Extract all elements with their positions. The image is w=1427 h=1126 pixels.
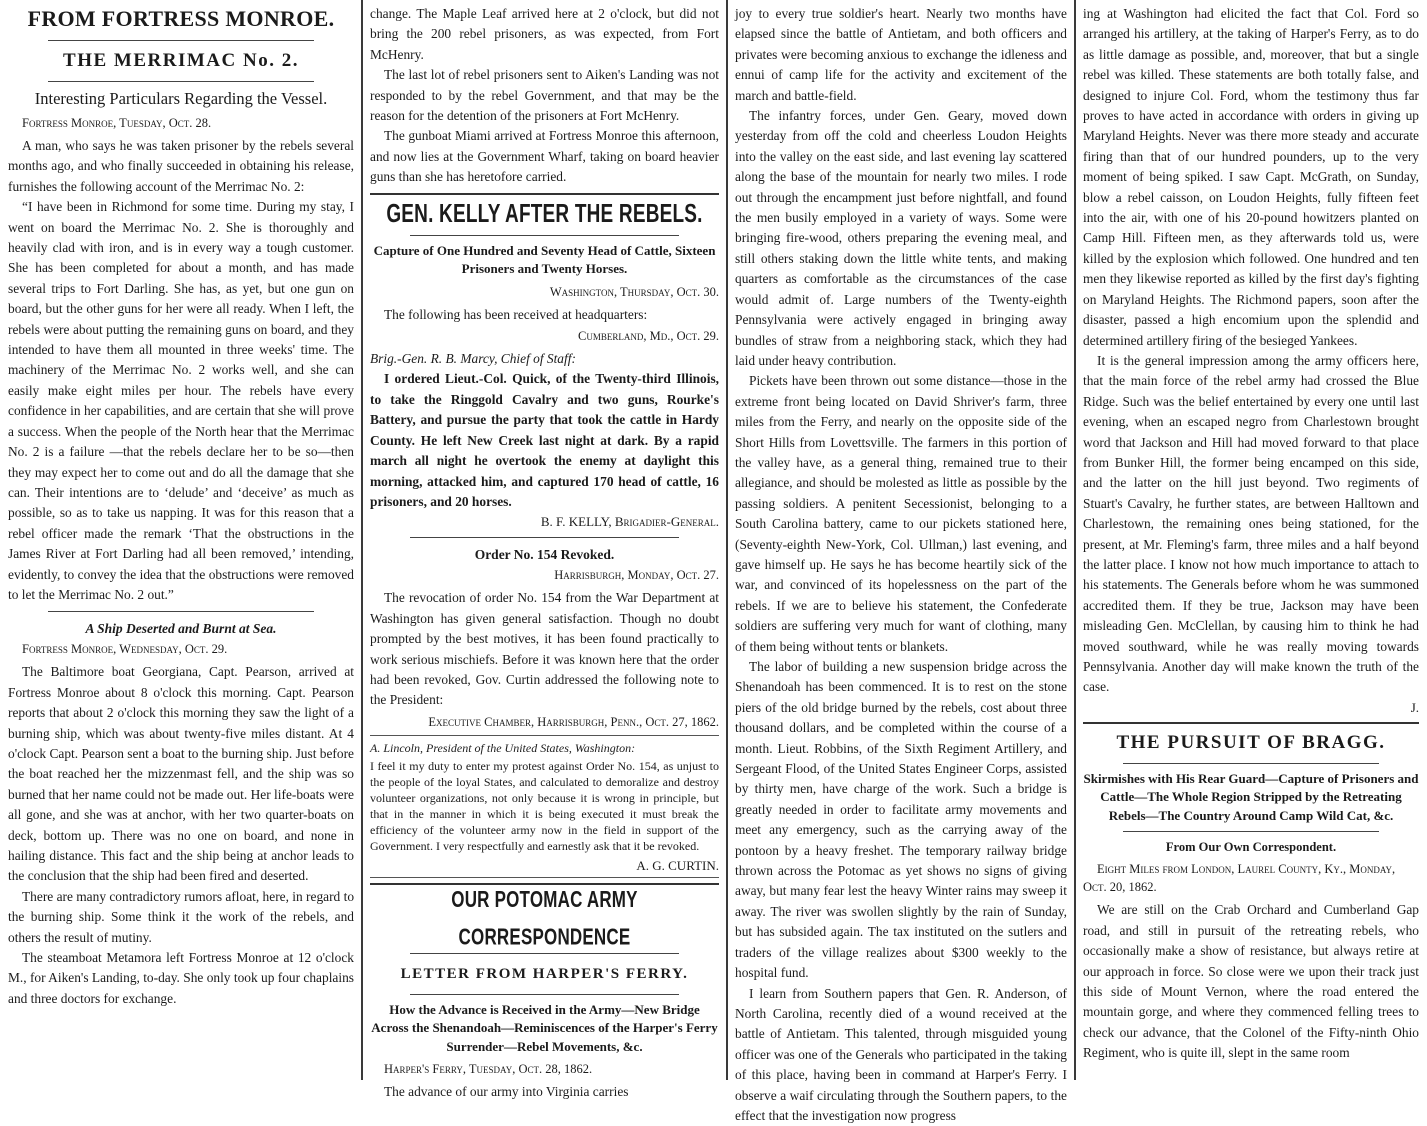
paragraph: It is the general impression among the army officers here, that the main force of the rebel army had crossed the Blue Ridge. Such was the belief entertained by every one until last evening, when an escaped negro from Charlestown brought word that Jackson and Hill had moved forward to that place from Bunker Hill, the former being encamped on this side, and the latter on the hill just beyond. Two regiments of Stuart's Cavalry, he further states, are between Halltown and Charlestown, the remaining ones being stationed, for the present, at Mr. Fleming's farm, three miles and a half beyond the latter place. I know not how much importance to attach to his statements. The Generals before whom he was summoned accredited them. If they be true, Jackson may have been misleading Gen. McClellan, by causing him to think he had moved southward, while he was really moving towards Pennsylvania. Another day will make known the truth of the case.: [1083, 351, 1419, 698]
paragraph: The steamboat Metamora left Fortress Monroe at 12 o'clock M., for Aiken's Landing, to-day. She only took up four chaplains and three doctors for exchange.: [8, 948, 354, 1009]
dateline: Eight Miles from London, Laurel County, Ky., Monday, Oct. 20, 1862.: [1083, 860, 1419, 896]
byline: From Our Own Correspondent.: [1083, 838, 1419, 856]
divider: [1123, 831, 1379, 832]
headline-potomac-army: OUR POTOMAC ARMY CORRESPONDENCE: [370, 881, 719, 957]
paragraph: change. The Maple Leaf arrived here at 2 o'clock, but did not bring the 200 rebel prisoners, as was expected, from Fort McHenry.: [370, 4, 719, 65]
paragraph: The labor of building a new suspension bridge across the Shenandoah has been commenced. It is to rest on the stone piers of the old bridge burned by the rebels, cost about three thousand dollars, and be completed within the course of a month. Lieut. Robbins, of the Sixth Regiment Artillery, and Sergeant Flood, of the United States Engineer Corps, assisted by thirty men, have charge of the work. Such a bridge is greatly needed in order to facilitate army movements and meet any emergency, such as the carrying away of the pontoon by a heavy freshet. The temporary railway bridge thrown across the Potomac as yet shows no signs of giving away, but many fear lest the heavy Winter rains may sweep it away. The river was swollen slightly by the rain of Sunday, but has subsided again. The tax instituted on the sutlers and traders of the village realizes about $300 weekly to the hospital fund.: [735, 657, 1067, 984]
divider: [410, 537, 679, 538]
paragraph: The gunboat Miami arrived at Fortress Monroe this afternoon, and now lies at the Government Wharf, taking on board heavier guns than she has heretofore carried.: [370, 126, 719, 187]
subhead-merrimac: THE MERRIMAC No. 2.: [8, 47, 354, 75]
deck-gen-kelly: Capture of One Hundred and Seventy Head of Cattle, Sixteen Prisoners and Twenty Horses.: [370, 242, 719, 279]
paragraph: The revocation of order No. 154 from the War Department at Washington has given general satisfaction. Though no doubt prompted by the best motives, it has been found practically to work serious mischiefs. Before it was known here that the order had been revoked, Gov. Curtin addressed the following note to the President:: [370, 588, 719, 710]
divider: [1123, 763, 1379, 764]
column-1: [0, 0, 362, 1080]
divider: [410, 994, 679, 995]
paragraph: Pickets have been thrown out some distance—those in the extreme front being located on David Shriver's farm, three miles from the Ferry, and nearly on the opposite side of the Short Hills from Lovettsville. The farmers in this portion of the valley have, as a general thing, remained true to their allegiance, and should be molested as little as possible by the passing soldiers. A penitent Secessionist, belonging to a South Carolina battery, came to our pickets stationed here, (Seventy-eighth New-York, Col. Ullman,) last evening, and gave himself up. He says he has become heartily sick of the war, and convinced of its hopelessness on the part of the rebels. If we are to believe his statement, the Confederate soldiers are suffering very much for want of clothing, many of them being without tents or blankets.: [735, 371, 1067, 657]
deck-harpers-ferry: How the Advance is Received in the Army—New Bridge Across the Shenandoah—Reminiscences of the Harper's Ferry Surrender—Rebel Movements, &c.: [370, 1001, 719, 1057]
paragraph: I ordered Lieut.-Col. Quick, of the Twenty-third Illinois, to take the Ringgold Cavalry and two guns, Rourke's Battery, and pursue the party that took the cattle in Hardy County. He left New Creek last night at dark. By a rapid march all night he overtook the enemy at daylight this morning, attacked him, and captured 170 head of cattle, 16 prisoners, and 20 horses.: [370, 369, 719, 512]
paragraph: The following has been received at headquarters:: [370, 305, 719, 325]
paragraph: I feel it my duty to enter my protest against Order No. 154, as unjust to the people of the loyal States, and calculated to demoralize and destroy volunteer organizations, not only because it is wrong in principle, but that in the manner in which it is being executed it must break the efficiency of the volunteer army now in the field in support of the Government. I very respectfully and earnestly ask that it be revoked.: [370, 758, 719, 854]
dateline: Executive Chamber, Harrisburgh, Penn., Oct. 27, 1862.: [370, 713, 719, 731]
column-2: [362, 0, 727, 1080]
divider: [410, 235, 679, 236]
dateline: Harrisburgh, Monday, Oct. 27.: [370, 566, 719, 584]
subhead-harpers-ferry: LETTER FROM HARPER'S FERRY.: [370, 960, 719, 988]
divider: [48, 81, 314, 82]
paragraph: The advance of our army into Virginia carries: [370, 1082, 719, 1102]
signature: A. G. CURTIN.: [370, 856, 719, 875]
addressee: A. Lincoln, President of the United States, Washington:: [370, 740, 719, 756]
signature: J.: [1083, 698, 1419, 717]
addressee: Brig.-Gen. R. B. Marcy, Chief of Staff:: [370, 349, 719, 369]
paragraph: There are many contradictory rumors afloat, here, in regard to the burning ship. Some think it the work of the rebels, and others the result of mutiny.: [8, 887, 354, 948]
column-4: [1075, 0, 1427, 1080]
deck-pursuit-of-bragg: Skirmishes with His Rear Guard—Capture of Prisoners and Cattle—The Whole Region Stripped by the Retreating Rebels—The Country Around Camp Wild Cat, &c.: [1083, 770, 1419, 826]
dateline: Fortress Monroe, Wednesday, Oct. 29.: [8, 640, 354, 658]
dateline: Fortress Monroe, Tuesday, Oct. 28.: [8, 114, 354, 132]
dateline: Harper's Ferry, Tuesday, Oct. 28, 1862.: [370, 1060, 719, 1078]
headline-pursuit-of-bragg: THE PURSUIT OF BRAGG.: [1083, 729, 1419, 757]
headline-order-revoked: Order No. 154 Revoked.: [370, 546, 719, 564]
paragraph: The Baltimore boat Georgiana, Capt. Pearson, arrived at Fortress Monroe about 8 o'clock this morning. Capt. Pearson reports that about 2 o'clock this morning they saw the light of a burning ship, which was about twenty-five miles distant. At 4 o'clock Capt. Pearson sent a boat to the burning ship. Just before the boat reached her the mizzenmast fell, and the ship was so burned that her name could not be made out. Her life-boats were all gone, and she was at anchor, with her two quarter-boats on deck, bottom up. There was no one on board, and none in hailing distance. This fact and the ship being at anchor leads to the conclusion that the ship had been fired and deserted.: [8, 662, 354, 886]
dateline: Cumberland, Md., Oct. 29.: [370, 327, 719, 345]
divider: [48, 611, 314, 612]
quoted-letter: [370, 735, 719, 878]
paragraph: “I have been in Richmond for some time. During my stay, I went on board the Merrimac No. 2. She is thoroughly and heavily clad with iron, and is in every way a tough customer. She has been completed for about a month, and has made several trips to Fort Darling. She has, as yet, but one gun on board, but the other guns for her were all ready. When I left, the rebels were about putting the remaining guns on board, and they intended to have them all mounted in three weeks' time. The machinery of the Merrimac No. 2 works well, and she can easily make eight miles per hour. The rebels have every confidence in her capabilities, and are certain that she will prove a success. When the people of the North hear that the Merrimac No. 2 is a failure —that the rebels declare her to be so—then they may expect her to come out and do all the damage that she can. Their intentions are to ‘delude’ and ‘deceive’ as much as possible, so as to take us napping. It was for this reason that a rebel officer made the remark ‘That the obstructions in the James River at Fort Darling had all been removed,’ intending, evidently, to convey the idea that the obstructions were removed to let the Merrimac No. 2 out.”: [8, 197, 354, 605]
headline-gen-kelly: GEN. KELLY AFTER THE REBELS.: [370, 196, 719, 234]
headline-fortress-monroe: FROM FORTRESS MONROE.: [8, 4, 354, 34]
column-3: [727, 0, 1075, 1080]
divider: [1083, 722, 1419, 724]
paragraph: The last lot of rebel prisoners sent to Aiken's Landing was not responded to by the rebel Government, and that may be the reason for the detention of the prisoners at Fort McHenry.: [370, 65, 719, 126]
paragraph: A man, who says he was taken prisoner by the rebels several months ago, and who finally succeeded in obtaining his release, furnishes the following account of the Merrimac No. 2:: [8, 136, 354, 197]
divider: [370, 193, 719, 195]
signature: B. F. KELLY, Brigadier-General.: [370, 512, 719, 531]
paragraph: joy to every true soldier's heart. Nearly two months have elapsed since the battle of Antietam, and both officers and privates were becoming anxious to exchange the idleness and ennui of camp life for the activity and excitement of the march and battle-field.: [735, 4, 1067, 106]
paragraph: I learn from Southern papers that Gen. R. Anderson, of North Carolina, recently died of a wound received at the battle of Antietam. This talented, through misguided young officer was one of the Generals who participated in the taking of this place, having been in command at Harper's Ferry. I observe a waif circulating through the Southern papers, to the effect that the investigation now progress: [735, 984, 1067, 1126]
paragraph: We are still on the Crab Orchard and Cumberland Gap road, and still in pursuit of the retreating rebels, who occasionally make a show of resistance, but always retire at our approach in force. So close were we upon their track just this side of Mount Vernon, where the road entered the mountain gorge, and where they commenced felling trees to check our advance, that the Colonel of the Fifty-ninth Ohio Regiment, who is quite ill, slept in the same room: [1083, 900, 1419, 1063]
divider: [48, 40, 314, 41]
deck-merrimac: Interesting Particulars Regarding the Vessel.: [8, 88, 354, 110]
paragraph: ing at Washington had elicited the fact that Col. Ford so arranged his artillery, at the taking of Harper's Ferry, as to do as little damage as possible, and, moreover, that but a single rebel was killed. These statements are both totally false, and designed to injure Col. Ford, whom the testimony thus far proves to have acted in accordance with orders in giving up Maryland Heights. Never was there more steady and accurate firing than that of our hundred pounders, up to the very moment of being spiked. I saw Capt. McGrath, on Sunday, blow a rebel caisson, on Loudon Heights, fully fifteen feet into the air, with one of his 20-pound howitzers planted on Camp Hill. Fifteen men, as they afterwards told us, were killed by the explosion which followed. One hundred and ten men they likewise reported as killed by the first day's fighting on Maryland Heights. The Richmond papers, soon after the disaster, passed a high encomium upon the splendid and determined artillery firing of the besieged Yankees.: [1083, 4, 1419, 351]
dateline: Washington, Thursday, Oct. 30.: [370, 283, 719, 301]
paragraph: The infantry forces, under Gen. Geary, moved down yesterday from off the cold and cheerless Loudon Heights into the valley on the east side, and last evening lay scattered along the base of the mountain for nearly two miles. I rode out through the encampment just before nightfall, and found the men busily employed in a variety of ways. Some were bringing fire-wood, others preparing the evening meal, and still others staking down the little white tents, and making quarters as comfortable as the circumstances of the case would admit of. Large numbers of the Twenty-eighth Pennsylvania were actively engaged in bringing away bundles of straw from a neighboring stack, which they had laid under heavy contribution.: [735, 106, 1067, 371]
headline-ship-deserted: A Ship Deserted and Burnt at Sea.: [8, 620, 354, 638]
